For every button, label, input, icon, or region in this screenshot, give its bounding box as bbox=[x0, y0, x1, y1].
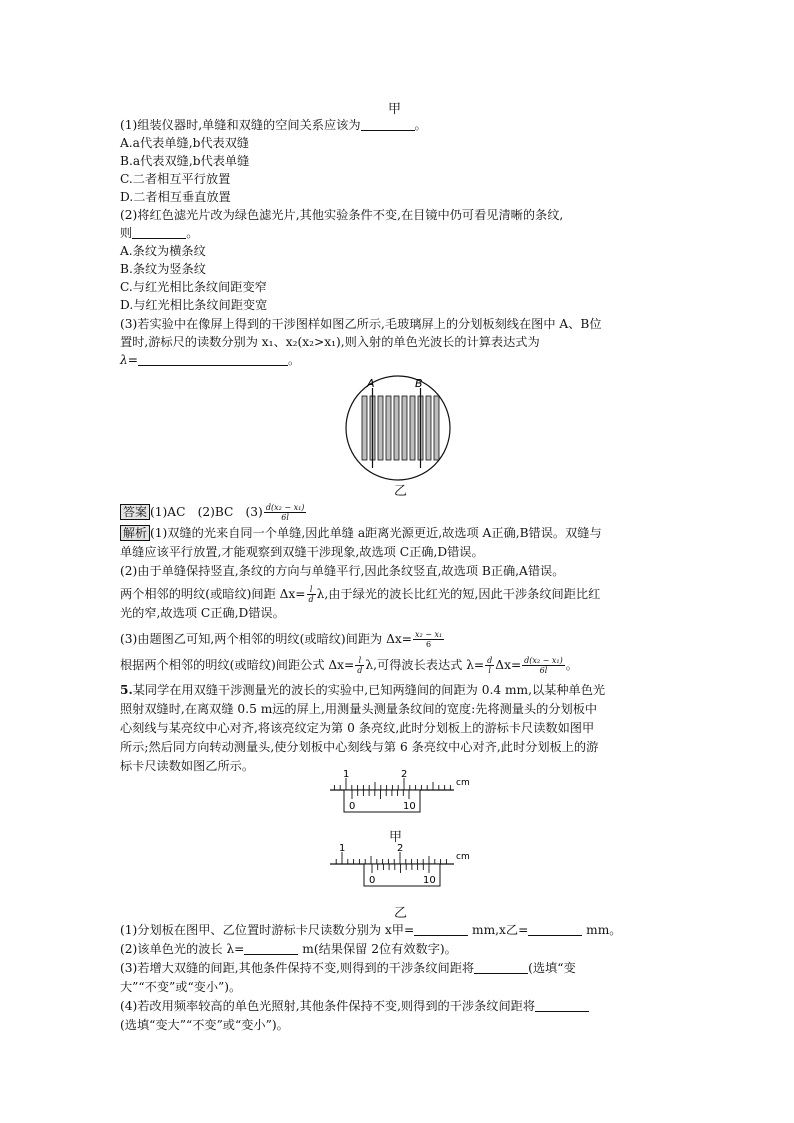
q1-option-c: C.二者相互平行放置 bbox=[120, 172, 231, 186]
analysis-line3: (2)由于单缝保持竖直,条纹的方向与单缝平行,因此条纹竖直,故选项 B正确,A错误。 bbox=[120, 564, 565, 578]
q5-p4-pre: (4)若改用频率较高的单色光照射,其他条件保持不变,则得到的干涉条纹间距将 bbox=[120, 999, 536, 1013]
q5-part2 bbox=[120, 941, 457, 957]
q5-part1 bbox=[120, 922, 622, 938]
l4-frac-num: l bbox=[307, 585, 316, 595]
figure-yi-caption: 乙 bbox=[394, 484, 408, 499]
q5-number: 5. bbox=[120, 683, 133, 697]
label-b: B bbox=[415, 377, 423, 390]
q5-line3: 心刻线与某亮纹中心对齐,将该亮纹定为第 0 条亮纹,此时分划板上的游标卡尺读数如图甲 bbox=[120, 721, 595, 735]
q3-line3-pre: λ= bbox=[120, 353, 138, 367]
analysis-line2: 单缝应该平行放置,才能观察到双缝干涉现象,故选项 C正确,D错误。 bbox=[120, 545, 484, 559]
answer-line bbox=[120, 501, 307, 523]
analysis-line1 bbox=[120, 525, 602, 541]
vernier-label-10: 10 bbox=[423, 875, 436, 886]
q5-line5: 标卡尺读数如图乙所示。 bbox=[120, 759, 255, 773]
analysis-line4-post: λ,由于绿光的波长比红光的短,因此干涉条纹间距比红 bbox=[316, 587, 601, 601]
analysis-line6-fraction bbox=[413, 630, 444, 649]
x-yi-blank[interactable] bbox=[528, 923, 582, 936]
q2-option-a: A.条纹为横条纹 bbox=[120, 244, 206, 258]
main-scale-label-1: 1 bbox=[339, 843, 346, 854]
answer-frac-den: 6l bbox=[281, 513, 289, 522]
analysis-line7-end: 。 bbox=[565, 658, 578, 672]
analysis-line7-pre: 根据两个相邻的明纹(或暗纹)间距公式 Δx= bbox=[120, 658, 355, 672]
q3-line3-end: 。 bbox=[287, 353, 301, 367]
caliper-jia-caption: 甲 bbox=[389, 830, 403, 845]
q1-stem-end: 。 bbox=[414, 118, 427, 132]
l7-f2-den: l bbox=[488, 666, 491, 675]
analysis-line4-pre: 两个相邻的明纹(或暗纹)间距 Δx= bbox=[120, 587, 306, 601]
analysis-line7-frac2 bbox=[485, 656, 494, 675]
l7-f1-num: l bbox=[355, 656, 364, 666]
l6-frac-den: 6 bbox=[426, 640, 432, 649]
caliper-yi-caption: 乙 bbox=[394, 906, 408, 921]
spacing-change-blank-1[interactable] bbox=[474, 961, 528, 974]
q5-part4-line1 bbox=[120, 998, 589, 1014]
q5-p1-end: mm。 bbox=[582, 923, 622, 937]
wavelength-blank[interactable] bbox=[244, 942, 298, 955]
main-scale-label-2: 2 bbox=[401, 769, 408, 780]
q5-p1-mid: mm,x乙= bbox=[468, 923, 529, 937]
vernier-label-10: 10 bbox=[403, 801, 416, 812]
label-a: A bbox=[367, 377, 375, 390]
l7-f3-num: d(x₂ − x₁) bbox=[524, 656, 563, 665]
analysis-line4 bbox=[120, 585, 600, 604]
analysis-line6-pre: (3)由题图乙可知,两个相邻的明纹(或暗纹)间距为 Δx= bbox=[120, 632, 412, 646]
answer-frac-num: d(x₂ − x₁) bbox=[265, 503, 305, 512]
q2-stem-end: 。 bbox=[186, 226, 199, 240]
q2-stem-line2 bbox=[120, 225, 198, 241]
l7-f2-num: d bbox=[487, 656, 493, 665]
analysis-line7-mid: λ,可得波长表达式 λ= bbox=[365, 658, 485, 672]
analysis-line4-fraction bbox=[307, 585, 316, 604]
q1-option-d: D.二者相互垂直放置 bbox=[120, 190, 231, 204]
l4-frac-den: d bbox=[308, 595, 314, 604]
q2-option-d: D.与红光相比条纹间距变宽 bbox=[120, 298, 268, 312]
l7-f1-den: d bbox=[357, 666, 363, 675]
q5-line2: 照射双缝时,在离双缝 0.5 m远的屏上,用测量头测量条纹间的宽度:先将测量头的分划板中 bbox=[120, 702, 598, 716]
q2-stem-pre: 则 bbox=[120, 226, 133, 240]
unit-label: cm bbox=[456, 852, 470, 862]
q2-stem-line1: (2)将红色滤光片改为绿色滤光片,其他实验条件不变,在目镜中仍可看见清晰的条纹, bbox=[120, 208, 564, 222]
q5-part3-line1 bbox=[120, 960, 576, 976]
q1-stem bbox=[120, 117, 427, 133]
q1-answer-blank[interactable] bbox=[361, 118, 415, 131]
answer-text: (1)AC (2)BC (3) bbox=[150, 505, 263, 519]
answer-tag: 答案 bbox=[120, 504, 150, 520]
q1-option-a: A.a代表单缝,b代表双缝 bbox=[120, 136, 250, 150]
q5-p3-pre: (3)若增大双缝的间距,其他条件保持不变,则得到的干涉条纹间距将 bbox=[120, 961, 475, 975]
q2-answer-blank[interactable] bbox=[132, 226, 186, 239]
q3-line2: 置时,游标尺的读数分别为 x₁、x₂(x₂>x₁),则入射的单色光波长的计算表达式为 bbox=[120, 335, 540, 349]
analysis-line7-mid2: Δx= bbox=[495, 658, 522, 672]
q3-line3 bbox=[120, 352, 300, 368]
q2-option-b: B.条纹为竖条纹 bbox=[120, 262, 206, 276]
vernier-label-0: 0 bbox=[369, 875, 376, 886]
q1-option-b: B.a代表双缝,b代表单缝 bbox=[120, 154, 250, 168]
q5-p2-pre: (2)该单色光的波长 λ= bbox=[120, 942, 245, 956]
q5-p3-end: (选填“变 bbox=[528, 961, 576, 975]
analysis-tag: 解析 bbox=[120, 525, 150, 541]
q5-part3-line2: 大”“不变”或“变小”)。 bbox=[120, 980, 242, 994]
q3-line1: (3)若实验中在像屏上得到的干涉图样如图乙所示,毛玻璃屏上的分划板刻线在图中 A、B位 bbox=[120, 317, 602, 331]
l7-f3-den: 6l bbox=[539, 666, 548, 675]
analysis-line7-frac3 bbox=[522, 656, 565, 675]
q5-p2-end: m(结果保留 2位有效数字)。 bbox=[298, 942, 457, 956]
analysis-line5: 光的窄,故选项 C正确,D错误。 bbox=[120, 606, 285, 620]
main-scale-label-2: 2 bbox=[397, 843, 404, 854]
q3-answer-blank[interactable] bbox=[138, 353, 288, 366]
q5-line1-text: 某同学在用双缝干涉测量光的波长的实验中,已知两缝间的间距为 0.4 mm,以某种单色光 bbox=[132, 683, 606, 697]
q1-stem-text: (1)组装仪器时,单缝和双缝的空间关系应该为 bbox=[120, 118, 361, 132]
spacing-change-blank-2[interactable] bbox=[535, 999, 589, 1012]
analysis-line7 bbox=[120, 656, 578, 675]
main-scale-label-1: 1 bbox=[343, 769, 350, 780]
vernier-caliper-jia bbox=[328, 768, 478, 830]
analysis-line6 bbox=[120, 630, 445, 649]
vernier-label-0: 0 bbox=[349, 801, 356, 812]
q5-line4: 所示;然后同方向转动测量头,使分划板中心刻线与第 6 条亮纹中心对齐,此时分划板上的游 bbox=[120, 740, 599, 754]
vernier-caliper-yi bbox=[328, 842, 478, 904]
answer-fraction bbox=[264, 503, 307, 522]
x-jia-blank[interactable] bbox=[414, 923, 468, 936]
q2-option-c: C.与红光相比条纹间距变窄 bbox=[120, 280, 267, 294]
figure-jia-caption: 甲 bbox=[388, 102, 402, 117]
q5-part4-line2: (选填“变大”“不变”或“变小”)。 bbox=[120, 1018, 289, 1032]
analysis-line7-frac1 bbox=[355, 656, 364, 675]
analysis-line1-text: (1)双缝的光来自同一个单缝,因此单缝 a距离光源更近,故选项 A正确,B错误。双缝与 bbox=[150, 526, 602, 540]
l6-frac-num: x₂ − x₁ bbox=[414, 630, 443, 639]
unit-label: cm bbox=[456, 778, 470, 788]
q5-line1 bbox=[120, 682, 605, 698]
q5-p1-pre: (1)分划板在图甲、乙位置时游标卡尺读数分别为 x甲= bbox=[120, 923, 415, 937]
